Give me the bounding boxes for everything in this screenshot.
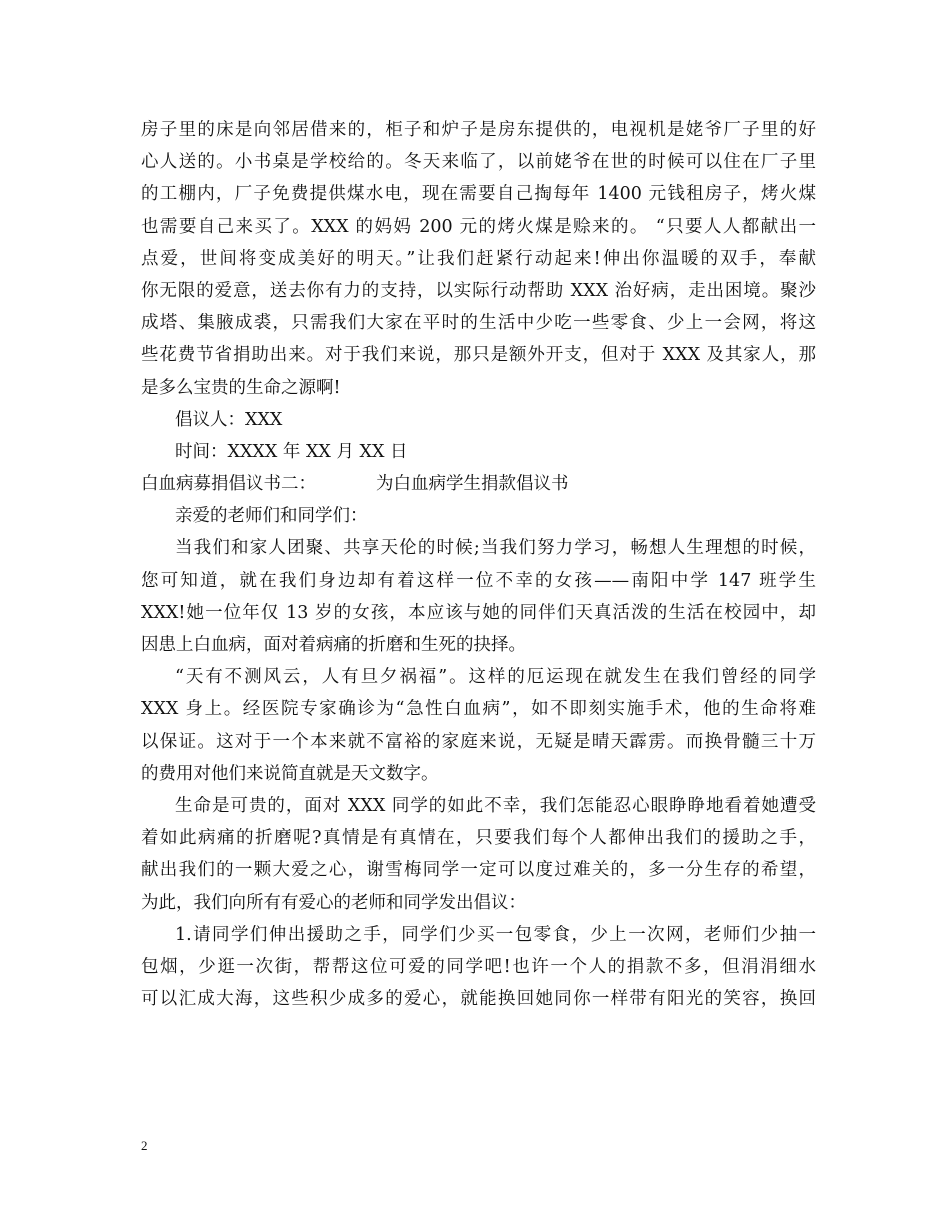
text-line: XXX!她一位年仅 13 岁的女孩，本应该与她的同伴们天真活泼的生活在校园中，却 [141,602,816,623]
text-line: 您可知道，就在我们身边却有着这样一位不幸的女孩——南阳中学 147 班学生 [141,570,816,591]
section-heading-prefix: 白血病募捐倡议书二： [141,474,316,495]
text-line: 房子里的床是向邻居借来的，柜子和炉子是房东提供的，电视机是姥爷厂子里的好 [141,120,816,140]
section-heading-title: 为白血病学生捐款倡议书 [376,474,569,495]
text-line: 是多么宝贵的生命之源啊! [141,377,341,398]
proposer-line: 倡议人：XXX [175,409,283,430]
text-line: 献出我们的一颗大爱之心，谢雪梅同学一定可以度过难关的，多一分生存的希望， [141,860,816,881]
text-line: 当我们和家人团聚、共享天伦的时候;当我们努力学习，畅想人生理想的时候， [175,538,816,559]
salutation-line: 亲爱的老师们和同学们： [175,506,368,527]
section-heading [141,468,816,500]
text-line: 你无限的爱意，送去你有力的支持，以实际行动帮助 XXX 治好病，走出困境。聚沙 [141,280,816,301]
text-line: 因患上白血病，面对着病痛的折磨和生死的抉择。 [141,635,526,655]
text-line: 包烟，少逛一次街，帮帮这位可爱的同学吧!也许一个人的捐款不多，但涓涓细水 [141,956,816,977]
text-line: 也需要自己来买了。XXX 的妈妈 200 元的烤火煤是赊来的。 “只要人人都献出一 [141,216,816,237]
body-text [141,114,816,1015]
text-line: 1.请同学们伸出援助之手，同学们少买一包零食，少上一次网，老师们少抽一 [175,924,816,945]
text-line: “天有不测风云，人有旦夕祸福”。这样的厄运现在就发生在我们曾经的同学 [175,667,816,688]
text-line: 成塔、集腋成裘，只需我们大家在平时的生活中少吃一些零食、少上一会网，将这 [141,313,816,334]
text-line: 可以汇成大海，这些积少成多的爱心，就能换回她同你一样带有阳光的笑容，换回 [141,989,816,1010]
text-line: 以保证。这对于一个本来就不富裕的家庭来说，无疑是晴天霹雳。而换骨髓三十万 [141,731,816,752]
text-line: 的费用对他们来说简直就是天文数字。 [141,763,439,784]
text-line: 为此，我们向所有有爱心的老师和同学发出倡议： [141,892,526,913]
page-number: 2 [141,1138,148,1153]
text-line: 的工棚内，厂子免费提供煤水电，现在需要自己掏每年 1400 元钱租房子，烤火煤 [141,184,816,205]
date-line: 时间：XXXX 年 XX 月 XX 日 [175,441,408,462]
text-line: 心人送的。小书桌是学校给的。冬天来临了，以前姥爷在世的时候可以住在厂子里 [141,152,816,173]
text-line: 生命是可贵的，面对 XXX 同学的如此不幸，我们怎能忍心眼睁睁地看着她遭受 [175,795,816,816]
text-line: XXX 身上。经医院专家确诊为“急性白血病”，如不即刻实施手术，他的生命将难 [141,699,816,720]
text-line: 点爱，世间将变成美好的明天。”让我们赶紧行动起来!伸出你温暖的双手，奉献 [141,248,816,269]
text-line: 些花费节省捐助出来。对于我们来说，那只是额外开支，但对于 XXX 及其家人，那 [141,345,816,366]
text-line: 着如此病痛的折磨呢?真情是有真情在，只要我们每个人都伸出我们的援助之手， [141,828,816,849]
